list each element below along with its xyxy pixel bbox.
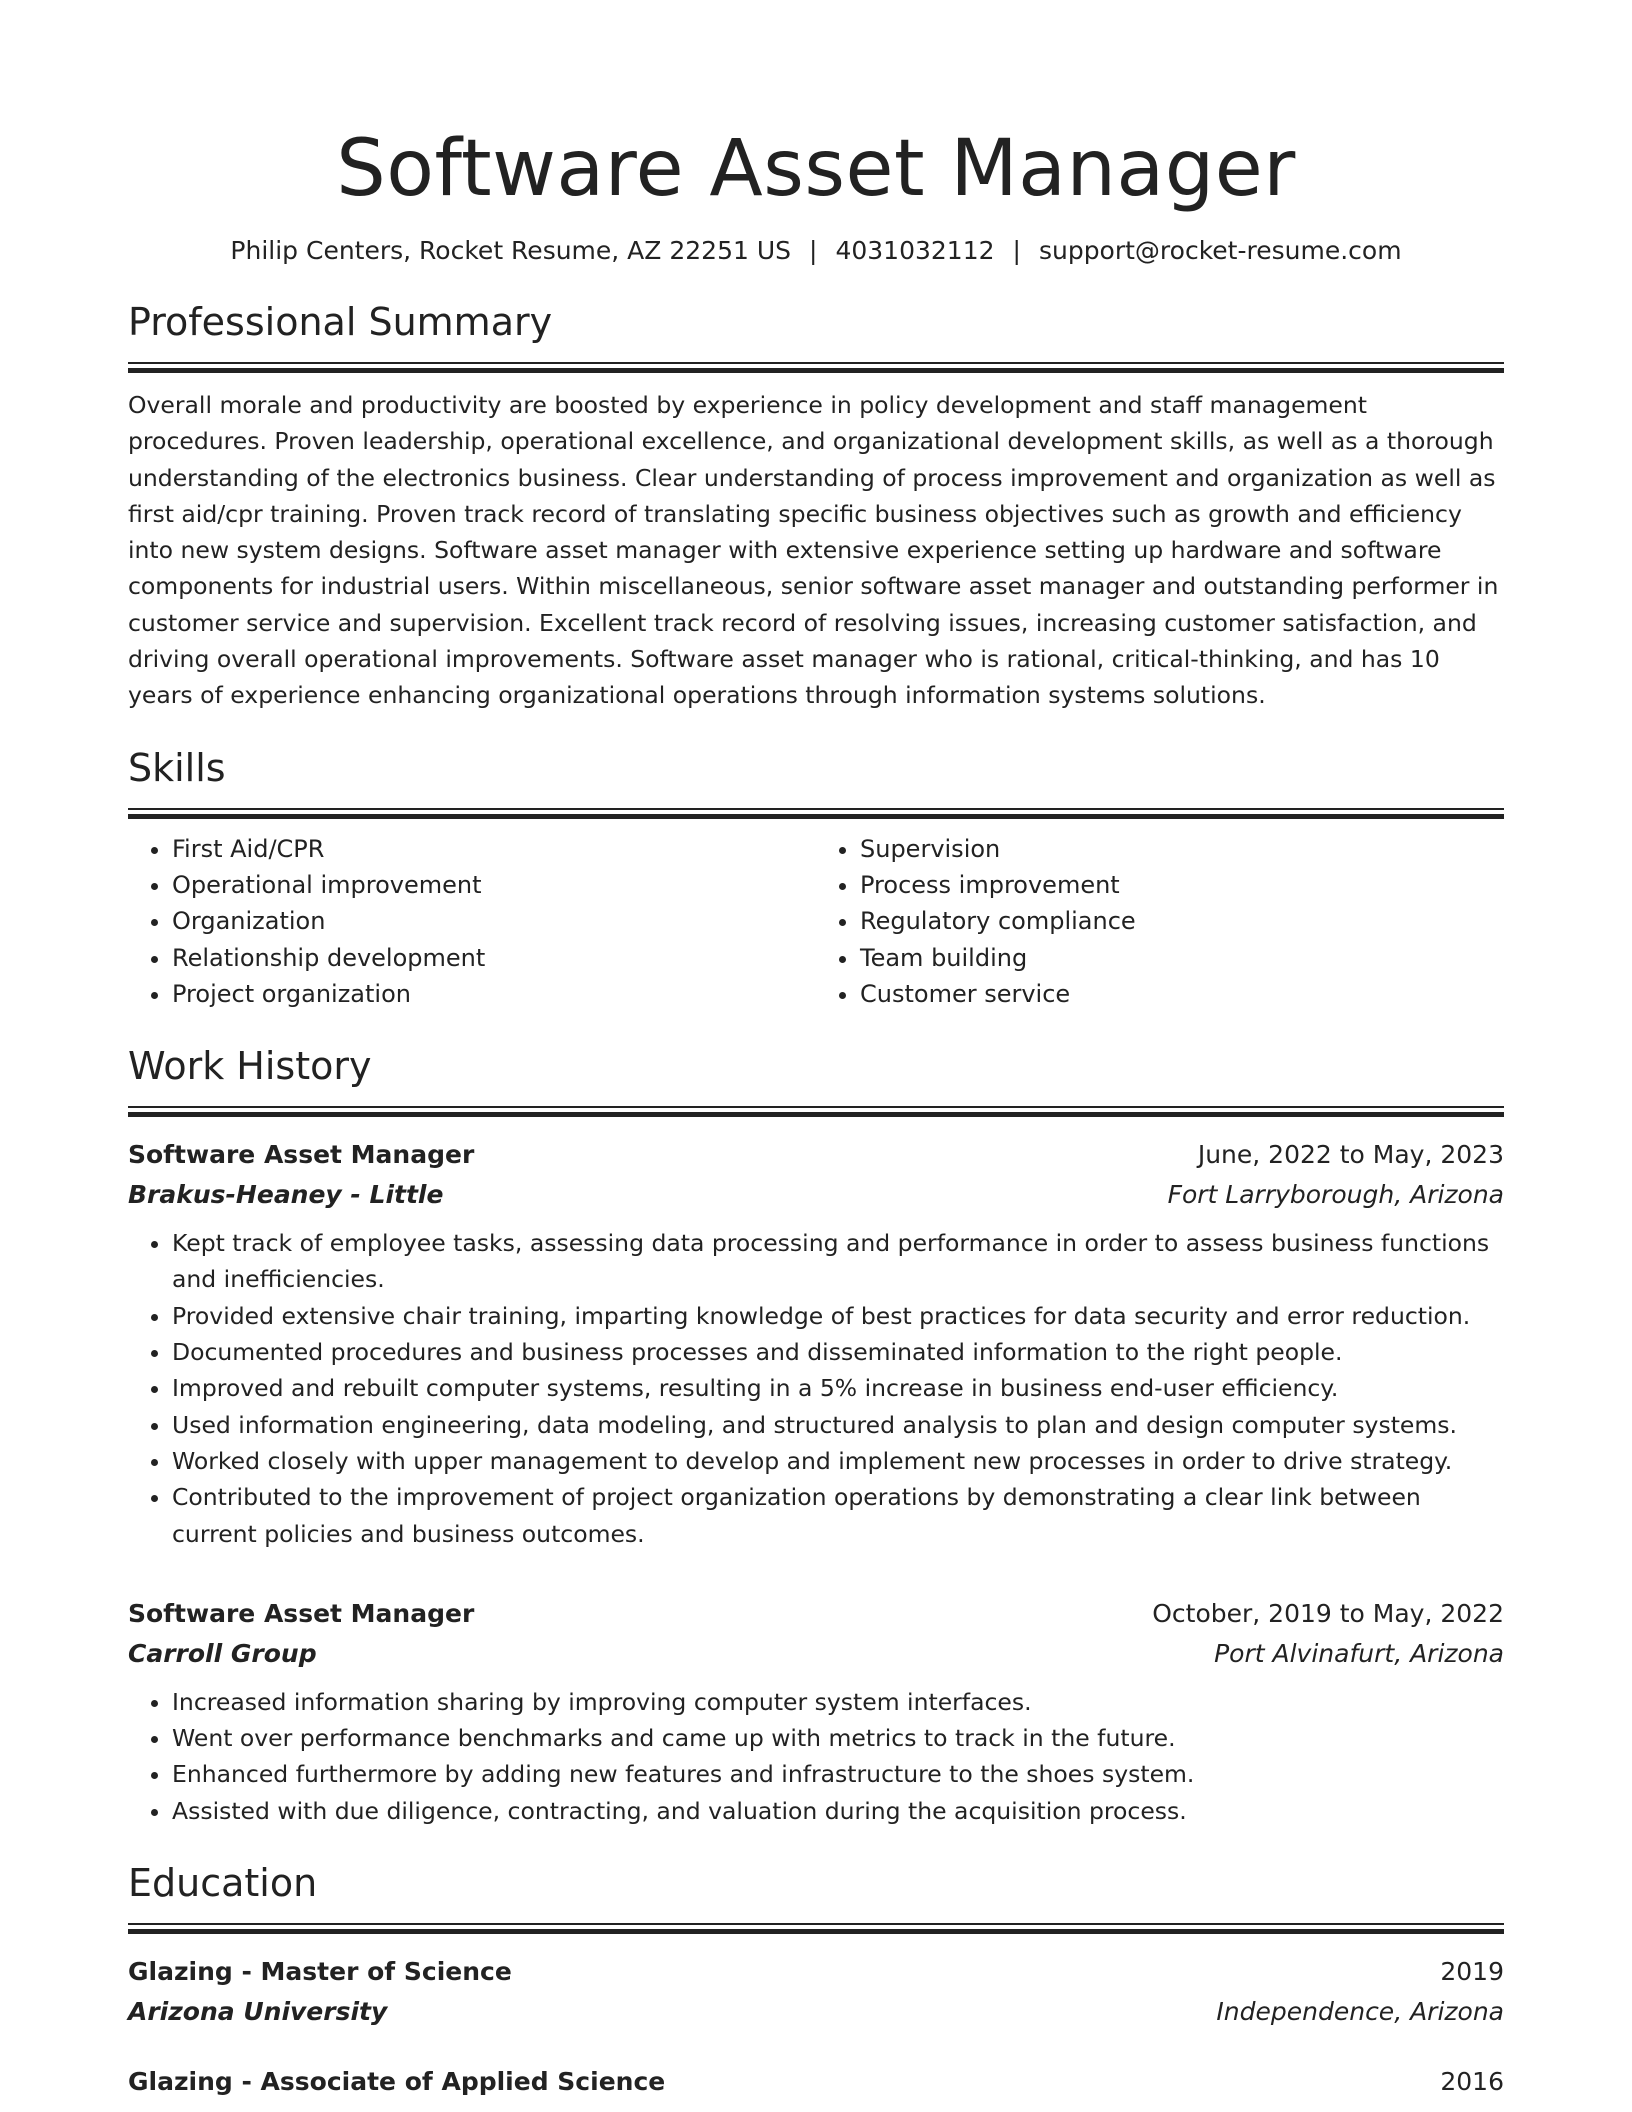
section-divider: [128, 362, 1504, 373]
education-section: [128, 1859, 1504, 2102]
skills-heading: Skills: [128, 745, 226, 790]
skill-item: • Customer service: [860, 976, 1504, 1012]
job-bullet: • Used information engineering, data modeling, and structured analysis to plan and design computer systems.: [172, 1407, 1504, 1443]
job-bullet: • Assisted with due diligence, contracting, and valuation during the acquisition process.: [172, 1793, 1504, 1829]
education-degree: Glazing - Associate of Applied Science: [128, 2067, 666, 2097]
skill-item: • Operational improvement: [172, 867, 816, 903]
education-school: Arizona University: [128, 1997, 388, 2027]
contact-address: Philip Centers, Rocket Resume, AZ 22251 US: [230, 236, 792, 265]
skills-columns: [128, 831, 1504, 1012]
job-location: Port Alvinafurt, Arizona: [1214, 1638, 1504, 1668]
work-history-section: [128, 1042, 1504, 1829]
skill-item: • Relationship development: [172, 940, 816, 976]
contact-separator: |: [1012, 236, 1021, 265]
education-entry: [128, 1952, 1504, 2032]
job-bullet: • Provided extensive chair training, imparting knowledge of best practices for data security and error reduction.: [172, 1298, 1504, 1334]
job-bullets: [128, 1225, 1504, 1552]
job-title: Software Asset Manager: [128, 1140, 475, 1170]
skills-right-list: [816, 831, 1504, 1012]
job-bullet: • Contributed to the improvement of project organization operations by demonstrating a clear link between current policies and business outcomes.: [172, 1479, 1504, 1552]
section-divider: [128, 808, 1504, 819]
contact-line: [128, 234, 1504, 268]
job-dates: June, 2022 to May, 2023: [1197, 1140, 1504, 1170]
job-bullet: • Worked closely with upper management to develop and implement new processes in order to drive strategy.: [172, 1443, 1504, 1479]
education-year: 2016: [1440, 2067, 1504, 2097]
job-bullet: • Improved and rebuilt computer systems, resulting in a 5% increase in business end-user efficiency.: [172, 1370, 1504, 1406]
skill-item: • Regulatory compliance: [860, 903, 1504, 939]
job-bullet: • Documented procedures and business processes and disseminated information to the right people.: [172, 1334, 1504, 1370]
contact-phone: 4031032112: [835, 236, 995, 265]
job-company: Brakus-Heaney - Little: [128, 1180, 444, 1210]
job-entry: [128, 1135, 1504, 1552]
job-title: Software Asset Manager: [128, 1598, 475, 1628]
work-history-heading: Work History: [128, 1044, 372, 1089]
job-bullet: • Kept track of employee tasks, assessing data processing and performance in order to assess business functions and inefficiencies.: [172, 1225, 1504, 1298]
section-divider: [128, 1106, 1504, 1117]
skills-section: [128, 744, 1504, 1012]
education-year: 2019: [1440, 1957, 1504, 1987]
summary-text: Overall morale and productivity are boosted by experience in policy development and staff management procedures. Proven leadership, operational excellence, and organizational development skills, as well as a thorough understanding of the electronics business. Clear understanding of process improvement and organization as well as first aid/cpr training. Proven track record of translating specific business objectives such as growth and efficiency into new system designs. Software asset manager with extensive experience setting up hardware and software components for industrial users. Within miscellaneous, senior software asset manager and outstanding performer in customer service and supervision. Excellent track record of resolving issues, increasing customer satisfaction, and driving overall operational improvements. Software asset manager who is rational, critical-thinking, and has 10 years of experience enhancing organizational operations through information systems solutions.: [128, 391, 1499, 710]
job-bullet: • Went over performance benchmarks and came up with metrics to track in the future.: [172, 1720, 1504, 1756]
skill-item: • Project organization: [172, 976, 816, 1012]
skill-item: • Organization: [172, 903, 816, 939]
job-company: Carroll Group: [128, 1638, 317, 1668]
contact-email: support@rocket-resume.com: [1038, 236, 1402, 265]
education-degree: Glazing - Master of Science: [128, 1957, 512, 1987]
summary-section: [128, 298, 1504, 714]
skill-item: • First Aid/CPR: [172, 831, 816, 867]
education-location: Independence, Arizona: [1216, 1997, 1504, 2027]
summary-heading: Professional Summary: [128, 300, 553, 344]
resume-name: Software Asset Manager: [336, 124, 1296, 214]
job-dates: October, 2019 to May, 2022: [1152, 1598, 1504, 1628]
job-bullets: [128, 1684, 1504, 1829]
contact-separator: |: [809, 236, 818, 265]
skill-item: • Process improvement: [860, 867, 1504, 903]
job-bullet: • Enhanced furthermore by adding new features and infrastructure to the shoes system.: [172, 1756, 1504, 1792]
skill-item: • Team building: [860, 940, 1504, 976]
job-entry: [128, 1594, 1504, 1829]
education-entry: [128, 2062, 1504, 2102]
job-bullet: • Increased information sharing by improving computer system interfaces.: [172, 1684, 1504, 1720]
resume-page: [128, 120, 1504, 2102]
skills-left-list: [128, 831, 816, 1012]
skill-item: • Supervision: [860, 831, 1504, 867]
education-heading: Education: [128, 1861, 318, 1906]
section-divider: [128, 1923, 1504, 1934]
job-location: Fort Larryborough, Arizona: [1167, 1180, 1504, 1210]
